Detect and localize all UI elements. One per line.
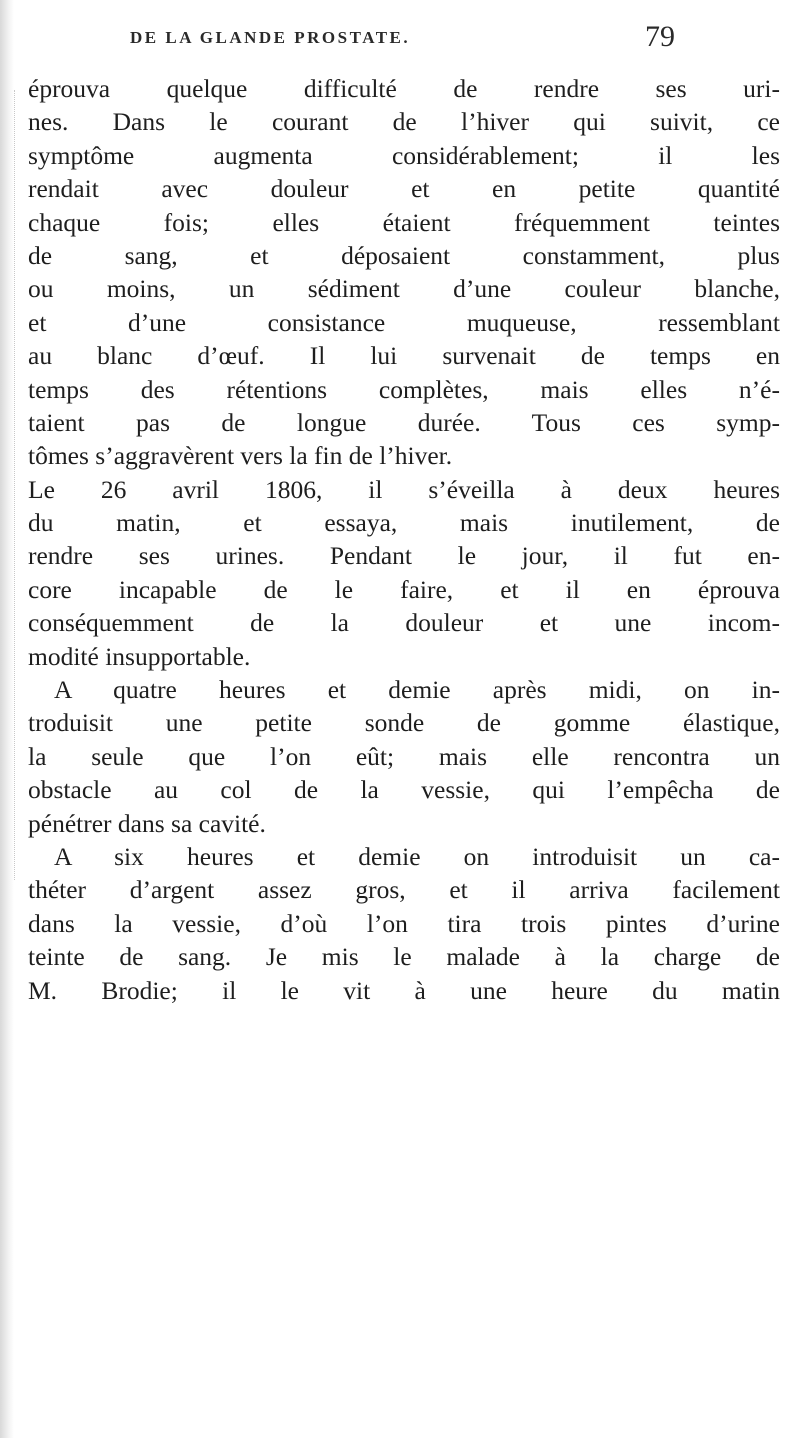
- page-binding-edge: [0, 0, 14, 1438]
- text-line: troduisit une petite sonde de gomme élastique,: [28, 708, 780, 738]
- text-line: tômes s’aggravèrent vers la fin de l’hiver.: [28, 441, 453, 471]
- text-line: éprouva quelque difficulté de rendre ses uri-: [28, 74, 780, 103]
- text-line: A six heures et demie on introduisit un ca-: [54, 841, 780, 871]
- paragraph-1: [28, 72, 780, 473]
- text-line: M. Brodie; il le vit à une heure du matin: [28, 975, 780, 1005]
- paragraph-2: [28, 473, 780, 673]
- text-line: chaque fois; elles étaient fréquemment teintes: [28, 207, 780, 237]
- paragraph-3: [28, 673, 780, 840]
- text-line: obstacle au col de la vessie, qui l’empêcha de: [28, 775, 780, 805]
- text-line: de sang, et déposaient constamment, plus: [28, 240, 780, 270]
- text-line: teinte de sang. Je mis le malade à la charge de: [28, 942, 780, 972]
- running-head: DE LA GLANDE PROSTATE.: [130, 28, 411, 47]
- text-line: temps des rétentions complètes, mais elles n’é-: [28, 374, 780, 404]
- paragraph-4: [28, 840, 780, 1007]
- text-line: rendre ses urines. Pendant le jour, il fut en-: [28, 541, 780, 571]
- gutter-marks: [14, 90, 25, 880]
- text-line: dans la vessie, d’où l’on tira trois pintes d’urine: [28, 908, 780, 938]
- text-line: nes. Dans le courant de l’hiver qui suivit, ce: [28, 107, 780, 137]
- text-line: du matin, et essaya, mais inutilement, de: [28, 508, 780, 538]
- page-header: [130, 20, 690, 60]
- text-line: conséquemment de la douleur et une incom-: [28, 608, 780, 638]
- text-line: ou moins, un sédiment d’une couleur blanche,: [28, 274, 780, 304]
- text-line: théter d’argent assez gros, et il arriva facilement: [28, 875, 780, 905]
- text-line: taient pas de longue durée. Tous ces symp-: [28, 407, 780, 437]
- text-line: rendait avec douleur et en petite quantité: [28, 174, 780, 204]
- text-line: au blanc d’œuf. Il lui survenait de temps en: [28, 341, 780, 371]
- text-line: et d’une consistance muqueuse, ressemblant: [28, 307, 780, 337]
- text-line: modité insupportable.: [28, 641, 251, 671]
- text-line: A quatre heures et demie après midi, on in-: [54, 675, 780, 705]
- text-line: la seule que l’on eût; mais elle rencontra un: [28, 741, 780, 771]
- text-line: pénétrer dans sa cavité.: [28, 808, 266, 838]
- text-line: symptôme augmenta considérablement; il les: [28, 140, 780, 170]
- page-number: 79: [645, 20, 675, 53]
- text-line: Le 26 avril 1806, il s’éveilla à deux heures: [28, 474, 780, 504]
- text-line: core incapable de le faire, et il en éprouva: [28, 574, 780, 604]
- body-text: [28, 72, 780, 1007]
